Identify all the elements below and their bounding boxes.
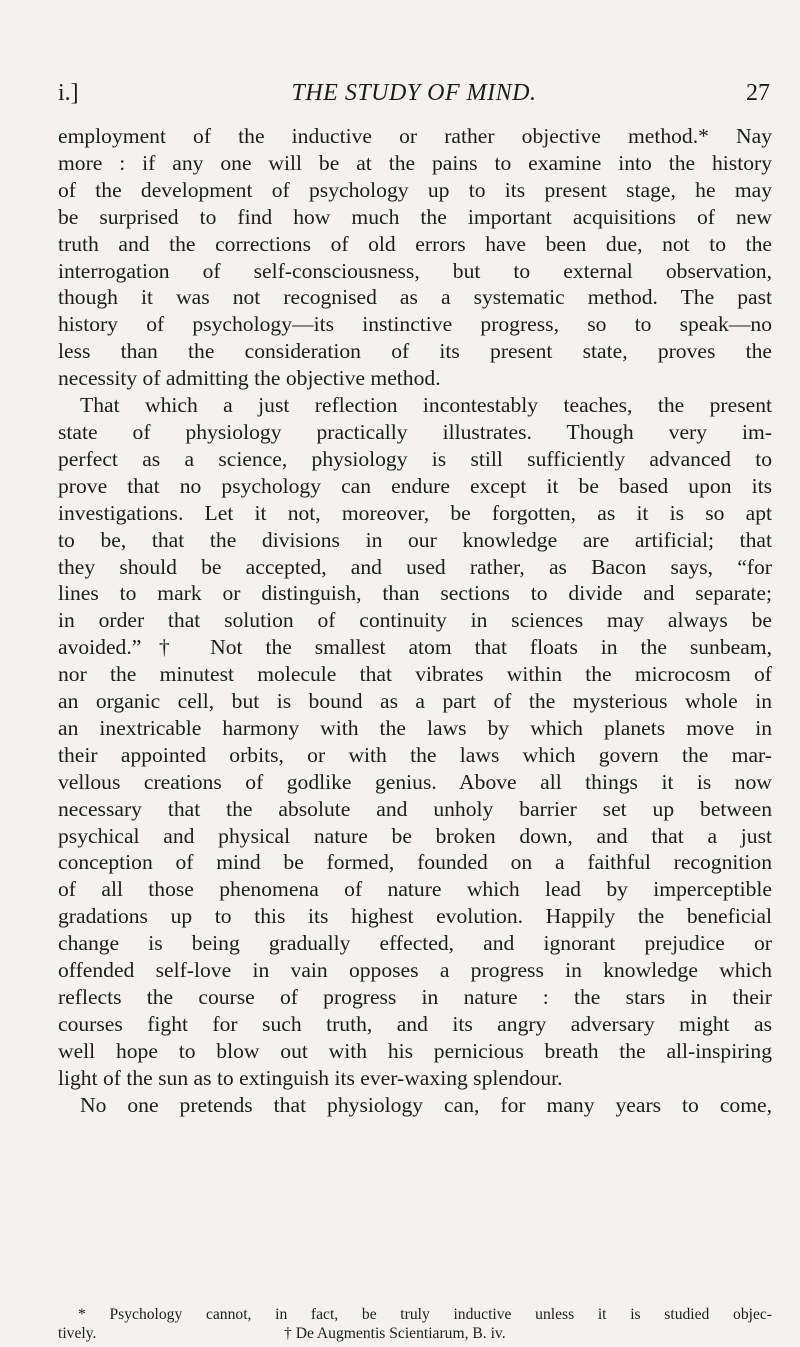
text-line: necessity of admitting the objective method. <box>58 366 441 391</box>
footnote-row <box>58 1325 772 1344</box>
text-line: nor the minutest molecule that vibrates within the microcosm of <box>58 662 772 687</box>
text-line: an organic cell, but is bound as a part of the mysterious whole in <box>58 689 772 714</box>
footnote-2: † De Augmentis Scientiarum, B. iv. <box>284 1324 506 1342</box>
text-line: offended self-love in vain opposes a progress in knowledge which <box>58 958 772 983</box>
text-line: That which a just reflection incontestably teaches, the present <box>80 393 772 418</box>
chapter-number: i.] <box>58 80 79 106</box>
text-line: less than the consideration of its present state, proves the <box>58 339 772 364</box>
text-line: No one pretends that physiology can, for many years to come, <box>80 1092 772 1117</box>
text-line: reflects the course of progress in nature : the stars in their <box>58 985 772 1009</box>
text-line: gradations up to this its highest evolution. Happily the beneficial <box>58 904 772 929</box>
footnotes <box>58 1306 772 1343</box>
text-line: though it was not recognised as a systematic method. The past <box>58 285 772 310</box>
text-line: of all those phenomena of nature which lead by imperceptible <box>58 877 772 902</box>
text-line: history of psychology—its instinctive progress, so to speak—no <box>58 312 772 337</box>
text-line: necessary that the absolute and unholy barrier set up between <box>58 796 772 821</box>
text-line: more : if any one will be at the pains to examine into the history <box>58 150 772 175</box>
footnote-1-continuation: tively. <box>58 1324 97 1342</box>
text-line: courses fight for such truth, and its angry adversary might as <box>58 1011 772 1036</box>
text-line: conception of mind be formed, founded on a faithful recognition <box>58 850 772 875</box>
text-line: prove that no psychology can endure except it be based upon its <box>58 473 772 498</box>
body-text <box>58 123 772 1119</box>
text-line: vellous creations of godlike genius. Above all things it is now <box>58 769 772 794</box>
text-line: avoided.”† Not the smallest atom that floats in the sunbeam, <box>58 635 772 660</box>
text-line: employment of the inductive or rather objective method.* Nay <box>58 124 772 148</box>
text-line: state of physiology practically illustrates. Though very im- <box>58 419 772 444</box>
footnote-1: * Psychology cannot, in fact, be truly inductive unless it is studied objec- <box>78 1306 772 1323</box>
text-line: investigations. Let it not, moreover, be forgotten, as it is so apt <box>58 500 772 525</box>
text-line: interrogation of self-consciousness, but to external observation, <box>58 258 772 283</box>
text-line: perfect as a science, physiology is still sufficiently advanced to <box>58 446 772 471</box>
text-line: change is being gradually effected, and ignorant prejudice or <box>58 931 772 956</box>
text-line: truth and the corrections of old errors have been due, not to the <box>58 231 772 256</box>
running-head <box>58 80 770 110</box>
page-number: 27 <box>746 80 770 106</box>
text-line: in order that solution of continuity in sciences may always be <box>58 608 772 633</box>
text-line: to be, that the divisions in our knowledge are artificial; that <box>58 527 772 552</box>
text-line: an inextricable harmony with the laws by which planets move in <box>58 715 772 740</box>
text-line: be surprised to find how much the important acquisitions of new <box>58 204 772 229</box>
running-title: THE STUDY OF MIND. <box>291 80 537 106</box>
text-line: they should be accepted, and used rather, as Bacon says, “for <box>58 554 772 579</box>
text-line: psychical and physical nature be broken down, and that a just <box>58 823 772 848</box>
text-line: well hope to blow out with his pernicious breath the all-inspiring <box>58 1038 772 1063</box>
text-line: of the development of psychology up to its present stage, he may <box>58 177 772 202</box>
text-line: their appointed orbits, or with the laws which govern the mar- <box>58 742 772 767</box>
text-line: lines to mark or distinguish, than sections to divide and separate; <box>58 581 772 606</box>
text-line: light of the sun as to extinguish its ever-waxing splendour. <box>58 1065 563 1090</box>
